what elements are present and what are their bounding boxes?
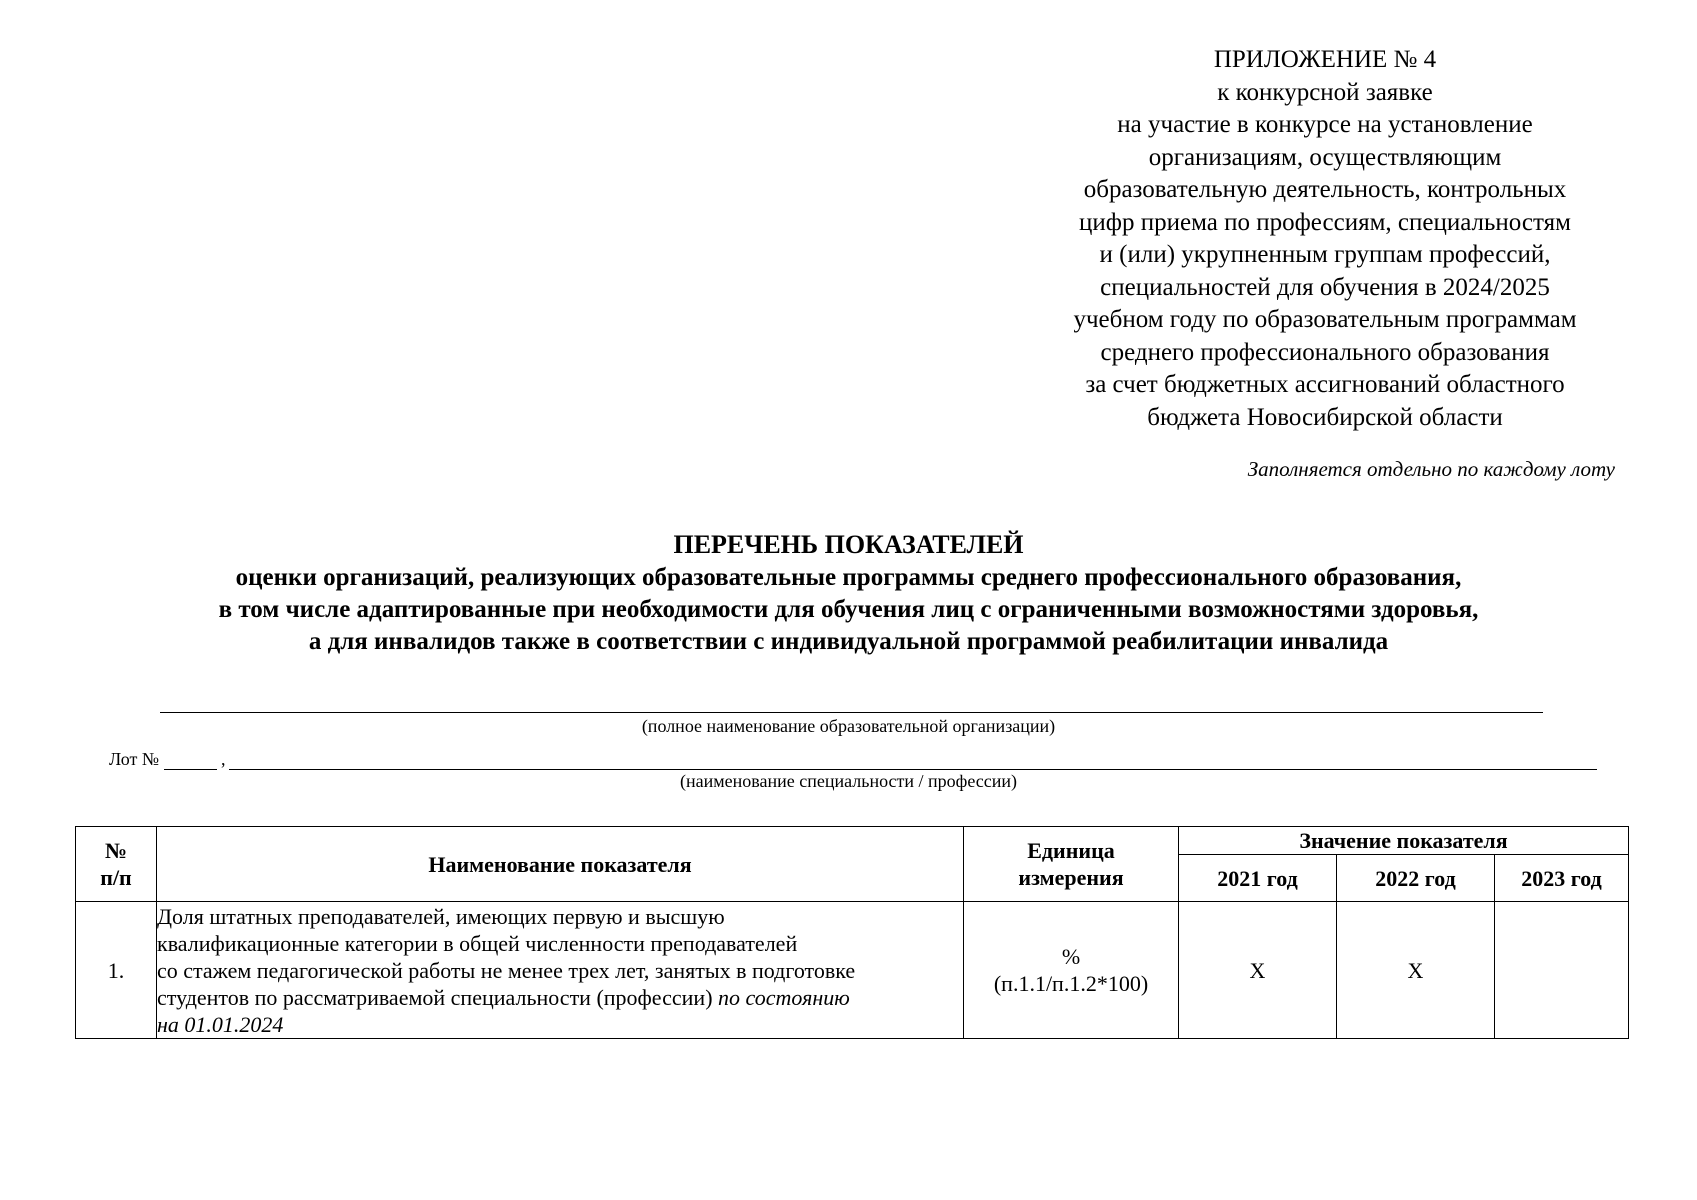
header-name-label: Наименование показателя bbox=[428, 851, 692, 877]
header-unit-label: Единица измерения bbox=[1018, 838, 1124, 890]
row-unit bbox=[964, 902, 1179, 1039]
appendix-line: специальностей для обучения в 2024/2025 bbox=[1100, 273, 1550, 301]
header-year-label: 2023 год bbox=[1521, 865, 1602, 891]
indicator-date-italic: на 01.01.2024 bbox=[157, 1011, 284, 1037]
appendix-line: и (или) укрупненным группам профессий, bbox=[1099, 241, 1551, 268]
table-row bbox=[76, 902, 1629, 1039]
appendix-line: к конкурсной заявке bbox=[1217, 78, 1433, 106]
header-num-label: № п/п bbox=[100, 838, 132, 890]
indicator-date-italic: по состоянию bbox=[718, 984, 850, 1010]
title-subline: а для инвалидов также в соответствии с индивидуальной программой реабилитации инвалида bbox=[308, 628, 1389, 655]
lot-row bbox=[109, 749, 1597, 773]
org-name-blank[interactable] bbox=[160, 712, 1543, 713]
appendix-line: цифр приема по профессиям, специальностям bbox=[1079, 208, 1571, 236]
specialty-blank[interactable] bbox=[229, 769, 1597, 770]
header-year-label: 2022 год bbox=[1375, 865, 1456, 891]
appendix-line: на участие в конкурсе на установление bbox=[1117, 111, 1533, 138]
appendix-line: среднего профессионального образования bbox=[1100, 338, 1550, 366]
specialty-caption: (наименование специальности / профессии) bbox=[679, 771, 1018, 791]
header-unit bbox=[964, 827, 1179, 902]
indicator-name-line: со стажем педагогической работы не менее трех лет, занятых в подготовке bbox=[157, 957, 856, 983]
appendix-line: за счет бюджетных ассигнований областного bbox=[1085, 371, 1565, 398]
title-subline: оценки организаций, реализующих образовательные программы среднего профессионального образования, bbox=[235, 564, 1462, 591]
appendix-line: бюджета Новосибирской области bbox=[1147, 403, 1503, 431]
appendix-line: учебном году по образовательным программам bbox=[1073, 306, 1577, 333]
header-value-group bbox=[1179, 827, 1629, 855]
value-cell-2022: X bbox=[1337, 902, 1495, 1039]
indicator-name-text: студентов по рассматриваемой специальности (профессии) bbox=[157, 984, 719, 1010]
appendix-title: ПРИЛОЖЕНИЕ № 4 bbox=[1213, 46, 1437, 73]
indicator-name-line bbox=[157, 984, 963, 1011]
value-cell-2021: X bbox=[1179, 902, 1337, 1039]
document-title bbox=[0, 528, 1697, 658]
header-year bbox=[1495, 855, 1629, 902]
fill-note: Заполняется отдельно по каждому лоту bbox=[1247, 457, 1615, 481]
indicators-table bbox=[75, 826, 1629, 1039]
header-value-group-label: Значение показателя bbox=[1299, 828, 1508, 853]
row-num: 1. bbox=[76, 902, 157, 1039]
header-year bbox=[1179, 855, 1337, 902]
lot-comma: , bbox=[221, 749, 226, 769]
lot-number-blank[interactable] bbox=[164, 769, 217, 770]
appendix-line: образовательную деятельность, контрольных bbox=[1083, 176, 1567, 203]
appendix-line: организациям, осуществляющим bbox=[1148, 143, 1502, 171]
indicator-name-line: Доля штатных преподавателей, имеющих первую и высшую bbox=[157, 903, 725, 929]
row-indicator-name bbox=[157, 902, 964, 1039]
unit-formula: (п.1.1/п.1.2*100) bbox=[993, 971, 1149, 996]
title-subline: в том числе адаптированные при необходимости для обучения лиц с ограниченными возможностями здоровья, bbox=[218, 596, 1479, 623]
lot-label: Лот № bbox=[109, 749, 160, 769]
header-num bbox=[76, 827, 157, 902]
appendix-header bbox=[1035, 44, 1615, 434]
value-cell-2023[interactable] bbox=[1495, 902, 1629, 1039]
org-name-caption: (полное наименование образовательной организации) bbox=[641, 716, 1056, 736]
indicator-name-line bbox=[157, 1011, 963, 1038]
indicator-name-line: квалификационные категории в общей численности преподавателей bbox=[157, 930, 798, 956]
title-main: ПЕРЕЧЕНЬ ПОКАЗАТЕЛЕЙ bbox=[673, 530, 1024, 559]
header-year-label: 2021 год bbox=[1217, 865, 1298, 891]
header-year bbox=[1337, 855, 1495, 902]
header-name bbox=[157, 827, 964, 902]
unit-symbol: % bbox=[1061, 944, 1081, 969]
